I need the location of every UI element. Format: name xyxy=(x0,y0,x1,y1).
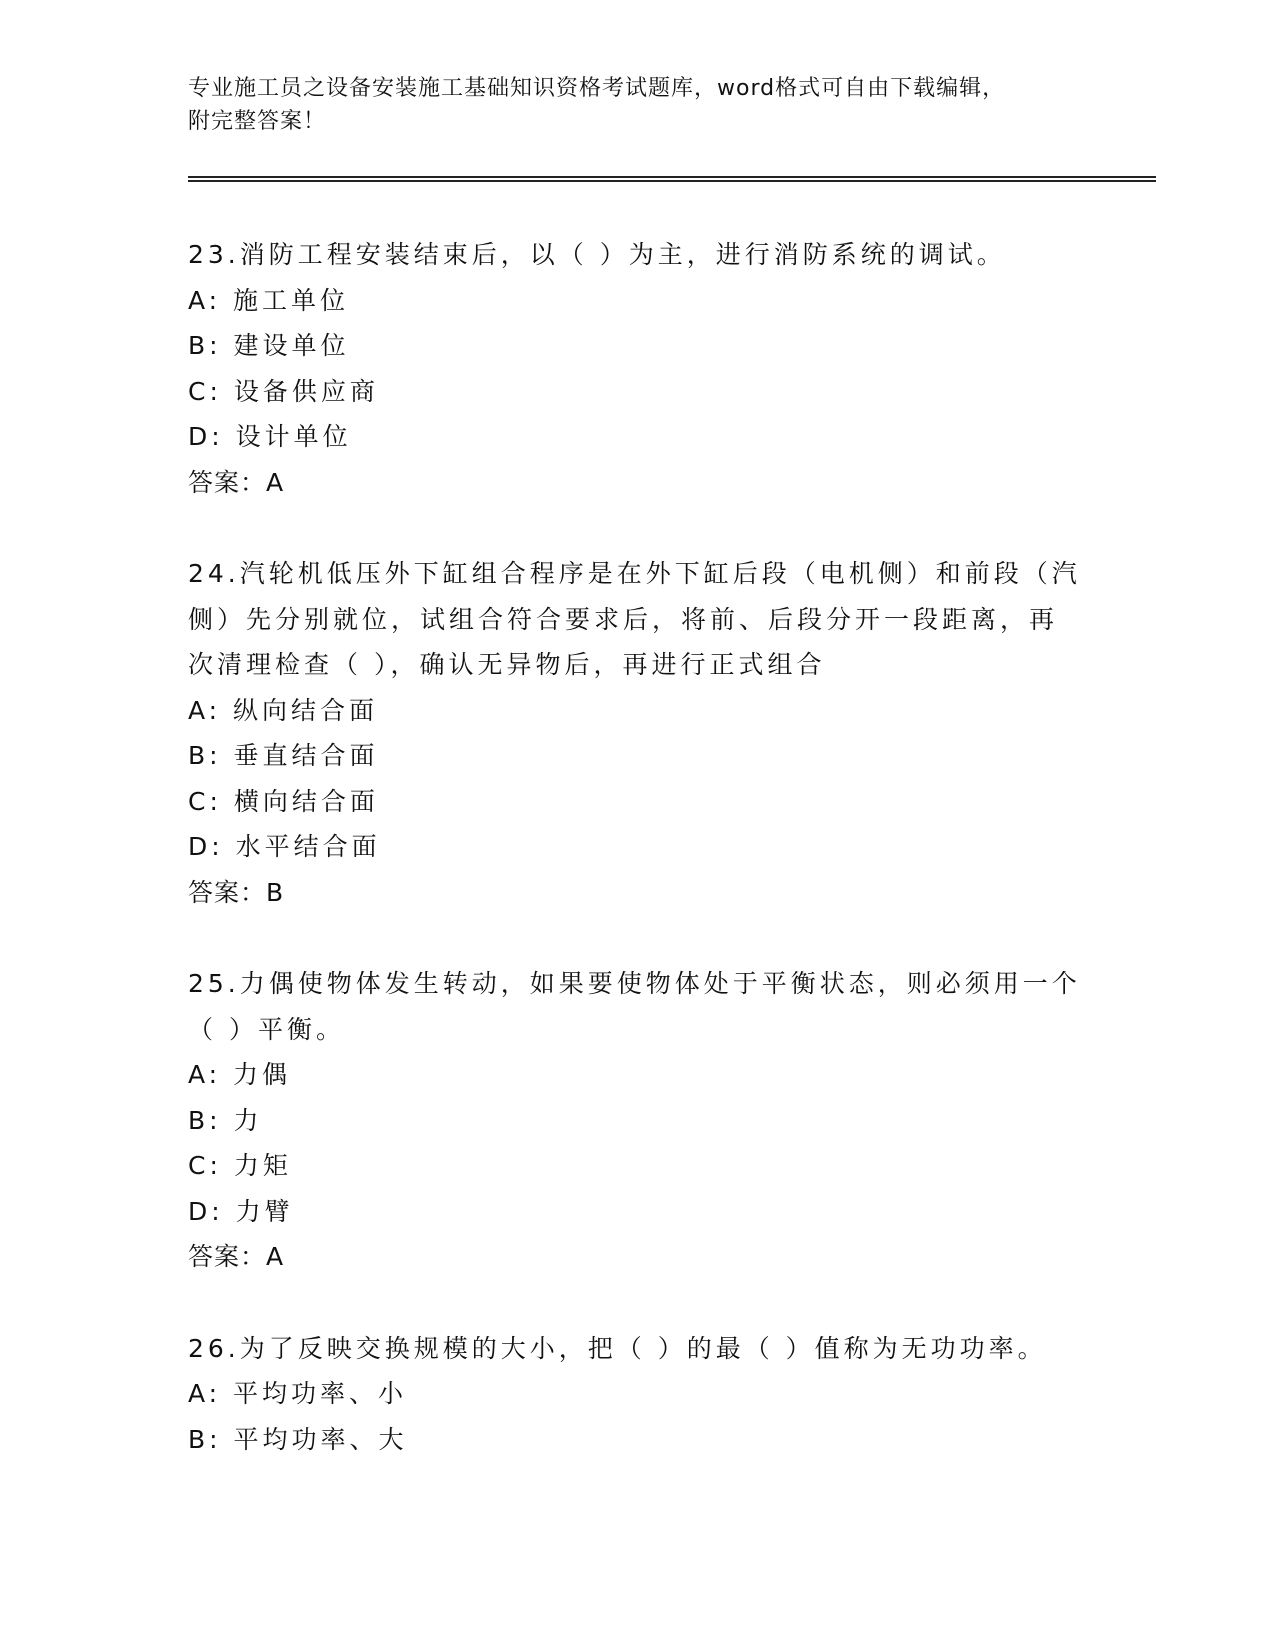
header-line-1: 专业施工员之设备安装施工基础知识资格考试题库，word格式可自由下载编辑， xyxy=(188,76,1006,101)
option-b: B: 力 xyxy=(188,1105,263,1135)
option-a: A: 力偶 xyxy=(188,1060,292,1089)
question-text-line: 侧）先分别就位，试组合符合要求后，将前、后段分开一段距离，再 xyxy=(188,604,1059,634)
header-line-2: 附完整答案！ xyxy=(188,109,327,134)
option-d: D: 设计单位 xyxy=(188,422,352,451)
option-b: B: 平均功率、大 xyxy=(188,1424,408,1454)
option-a: A: 施工单位 xyxy=(188,285,350,315)
question-26 xyxy=(188,1326,1088,1463)
option-c: C: 设备供应商 xyxy=(188,376,379,406)
question-text: 26.为了反映交换规模的大小，把（ ）的最（ ）值称为无功功率。 xyxy=(188,1333,1047,1363)
option-a: A: 纵向结合面 xyxy=(188,695,379,725)
question-text-line: 次清理检查（ ），确认无异物后，再进行正式组合 xyxy=(188,650,826,679)
question-text-line: （ ）平衡。 xyxy=(188,1014,345,1044)
answer: 答案：A xyxy=(188,1242,285,1271)
question-25 xyxy=(188,961,1088,1280)
question-text-line: 24.汽轮机低压外下缸组合程序是在外下缸后段（电机侧）和前段（汽 xyxy=(188,559,1081,588)
question-text-line: 25.力偶使物体发生转动，如果要使物体处于平衡状态，则必须用一个 xyxy=(188,969,1081,998)
header-divider xyxy=(188,176,1156,182)
answer: 答案：A xyxy=(188,467,285,497)
option-a: A: 平均功率、小 xyxy=(188,1379,408,1408)
question-list xyxy=(188,232,1088,1508)
option-b: B: 建设单位 xyxy=(188,331,350,360)
option-d: D: 水平结合面 xyxy=(188,832,381,861)
option-d: D: 力臂 xyxy=(188,1196,294,1226)
question-24 xyxy=(188,551,1088,915)
option-c: C: 横向结合面 xyxy=(188,786,379,816)
question-23 xyxy=(188,232,1088,505)
question-text: 23.消防工程安装结束后，以（ ）为主，进行消防系统的调试。 xyxy=(188,240,1006,269)
option-b: B: 垂直结合面 xyxy=(188,741,379,770)
option-c: C: 力矩 xyxy=(188,1151,292,1180)
answer: 答案：B xyxy=(188,877,285,907)
document-header xyxy=(188,72,1068,138)
